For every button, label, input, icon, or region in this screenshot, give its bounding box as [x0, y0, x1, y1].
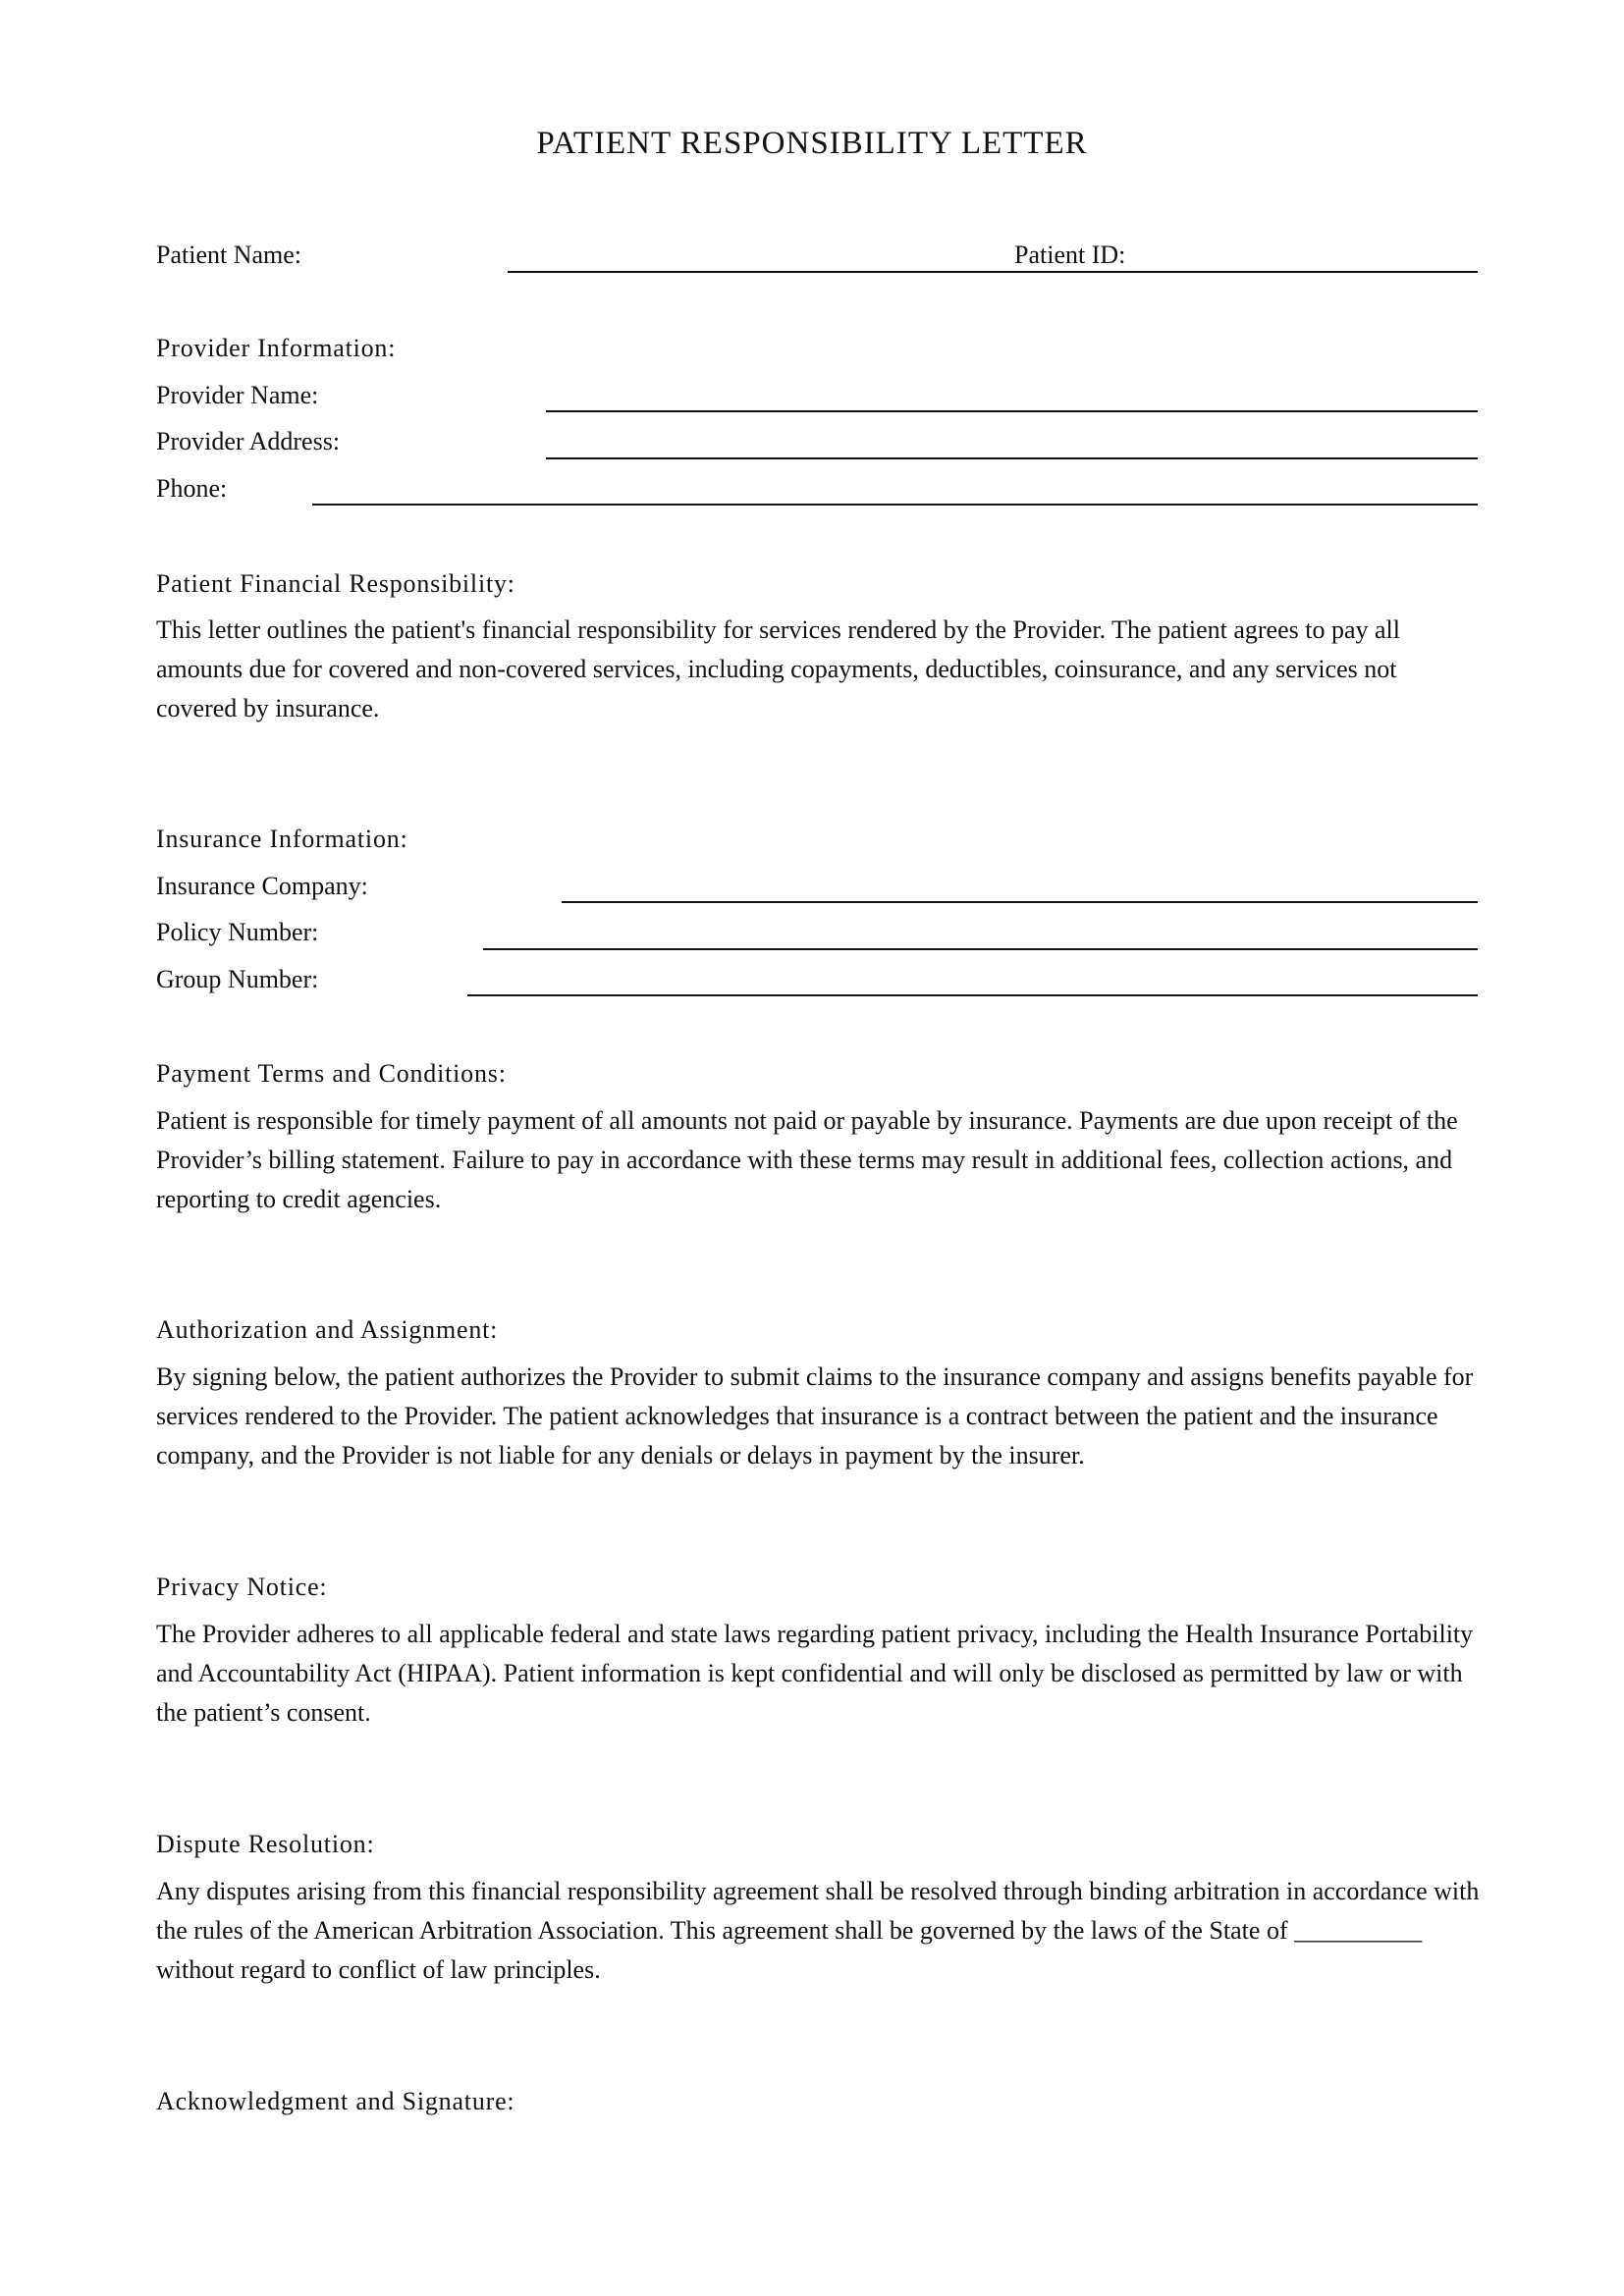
- phone-line[interactable]: [312, 504, 1478, 506]
- policy-number-label: Policy Number:: [156, 918, 319, 946]
- acknowledgment-heading: Acknowledgment and Signature:: [156, 2087, 515, 2115]
- insurance-company-label: Insurance Company:: [156, 872, 368, 900]
- payment-text: Patient is responsible for timely payment of all amounts not paid or payable by insurance. Payments are due upon receipt of the Provider’s billing statement. Failure to pay in accordance with these terms may result in additional fees, collection actions, and reporting to credit agencies.: [156, 1106, 1458, 1213]
- patient-id-label: Patient ID:: [1014, 240, 1126, 269]
- provider-info-heading: Provider Information:: [156, 334, 397, 362]
- financial-heading: Patient Financial Responsibility:: [156, 569, 515, 598]
- insurance-info-heading: Insurance Information:: [156, 825, 408, 853]
- document-title: PATIENT RESPONSIBILITY LETTER: [536, 126, 1088, 161]
- group-number-label: Group Number:: [156, 965, 319, 993]
- dispute-heading: Dispute Resolution:: [156, 1830, 375, 1858]
- financial-text: This letter outlines the patient's financial responsibility for services rendered by the Provider. The patient agrees to pay all amounts due for covered and non-covered services, including copayments, deductibles, coinsurance, and any services not covered by insurance.: [156, 615, 1400, 722]
- dispute-text: Any disputes arising from this financial responsibility agreement shall be resolved through binding arbitration in accordance with the rules of the American Arbitration Association. This agreement shall be governed by the laws of the State of __________ without regard to conflict of law principles.: [156, 1877, 1480, 1984]
- group-number-line[interactable]: [467, 994, 1478, 996]
- provider-name-label: Provider Name:: [156, 381, 319, 409]
- phone-label: Phone:: [156, 474, 228, 503]
- patient-name-line[interactable]: [508, 271, 1478, 273]
- provider-address-line[interactable]: [546, 457, 1478, 459]
- insurance-company-line[interactable]: [562, 901, 1478, 903]
- policy-number-line[interactable]: [483, 948, 1478, 950]
- payment-heading: Payment Terms and Conditions:: [156, 1059, 507, 1088]
- patient-name-label: Patient Name:: [156, 240, 302, 269]
- provider-address-label: Provider Address:: [156, 427, 341, 455]
- privacy-heading: Privacy Notice:: [156, 1573, 328, 1601]
- authorization-heading: Authorization and Assignment:: [156, 1315, 499, 1344]
- authorization-text: By signing below, the patient authorizes the Provider to submit claims to the insurance company and assigns benefits payable for services rendered to the Provider. The patient acknowledges that insurance is a contract between the patient and the insurance company, and the Provider is not liable for any denials or delays in payment by the insurer.: [156, 1362, 1474, 1469]
- privacy-text: The Provider adheres to all applicable federal and state laws regarding patient privacy, including the Health Insurance Portability and Accountability Act (HIPAA). Patient information is kept confidential and will only be disclosed as permitted by law or with the patient’s consent.: [156, 1620, 1474, 1727]
- provider-name-line[interactable]: [546, 410, 1478, 412]
